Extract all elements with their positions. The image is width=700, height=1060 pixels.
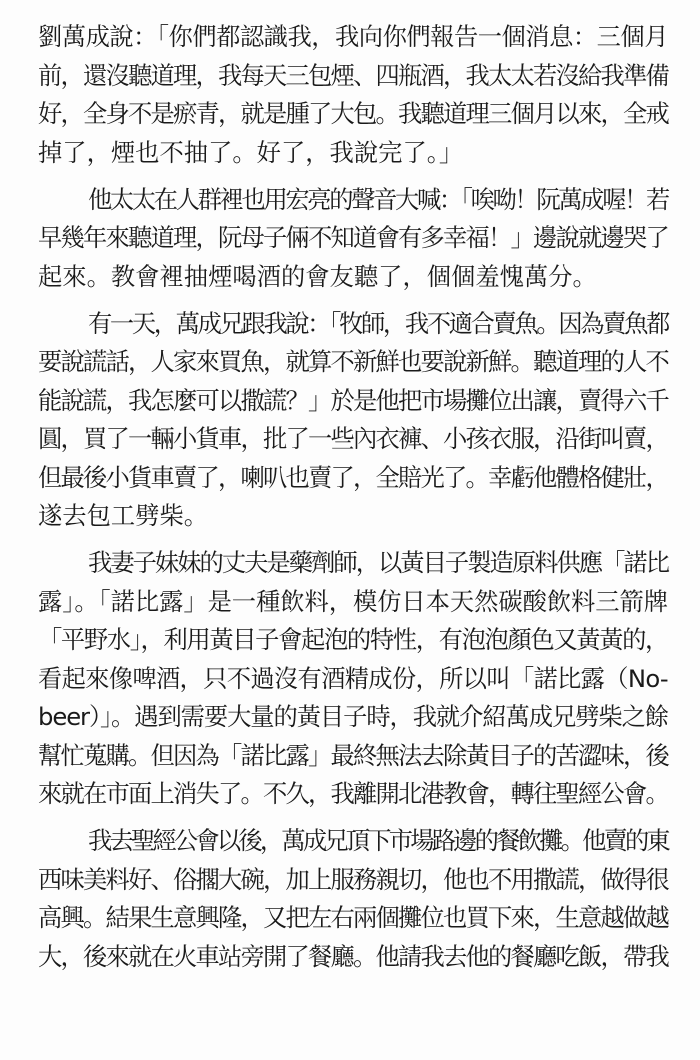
text-line: 「平野水」，利用黃目子會起泡的特性，有泡泡顏色又黃黃的， [38, 625, 668, 654]
text-line: 早幾年來聽道理，阮母子倆不知道會有多幸福！」邊說就邊哭了 [38, 223, 668, 252]
paragraph-4 [38, 544, 668, 814]
text-line: 西味美料好、俗擱大碗，加上服務親切，他也不用撒謊，做得很 [38, 864, 668, 894]
text-line: 他太太在人群裡也用宏亮的聲音大喊：「唉呦！阮萬成喔！若 [88, 184, 668, 214]
text-line: 來就在市面上消失了。不久，我離開北港教會，轉往聖經公會。 [38, 779, 668, 808]
text-line: 幫忙蒐購。但因為「諾比露」最終無法去除黃目子的苦澀味，後 [38, 740, 668, 770]
text-line: 掉了，煙也不抽了。好了，我說完了。」 [38, 137, 464, 167]
text-line: 好，全身不是瘀青，就是腫了大包。我聽道理三個月以來，全戒 [38, 99, 668, 128]
text-line: 圓，買了一輛小貨車，批了一些內衣褲、小孩衣服，沿街叫賣， [38, 424, 668, 453]
paragraph-5 [38, 822, 668, 976]
text-line: 起來。教會裡抽煙喝酒的會友聽了，個個羞愧萬分。 [38, 261, 597, 291]
text-line: 但最後小貨車賣了，喇叭也賣了，全賠光了。幸虧他體格健壯， [38, 462, 668, 492]
text-line: 高興。結果生意興隆，又把左右兩個攤位也買下來，生意越做越 [38, 903, 668, 932]
text-line: 我妻子妹妹的丈夫是藥劑師，以黃目子製造原料供應「諾比 [88, 548, 668, 577]
text-line: 露」。「諾比露」是一種飲料，模仿日本天然碳酸飲料三箭牌 [38, 586, 668, 616]
text-line: 能說謊，我怎麼可以撒謊？」於是他把市場攤位出讓，賣得六千 [38, 385, 668, 415]
text-line: 大，後來就在火車站旁開了餐廳。他請我去他的餐廳吃飯，帶我 [38, 941, 668, 971]
text-line: 遂去包工劈柴。 [38, 501, 209, 530]
body-text [38, 18, 668, 985]
text-line: 劉萬成說：「你們都認識我，我向你們報告一個消息：三個月 [38, 22, 668, 51]
paragraph-3 [38, 305, 668, 536]
text-line: 前，還沒聽道理，我每天三包煙、四瓶酒，我太太若沒給我準備 [38, 60, 668, 90]
text-line: 有一天，萬成兄跟我說：「牧師，我不適合賣魚。因為賣魚都 [88, 308, 668, 338]
paragraph-2 [38, 181, 668, 297]
paragraph-1 [38, 18, 668, 172]
text-line: beer）」。遇到需要大量的黃目子時，我就介紹萬成兄劈柴之餘 [38, 702, 668, 731]
text-line: 看起來像啤酒，只不過沒有酒精成份，所以叫「諾比露（No- [38, 663, 668, 693]
text-line: 要說謊話，人家來買魚，就算不新鮮也要說新鮮。聽道理的人不 [38, 347, 668, 376]
text-line: 我去聖經公會以後，萬成兄頂下市場路邊的餐飲攤。他賣的東 [88, 826, 668, 855]
